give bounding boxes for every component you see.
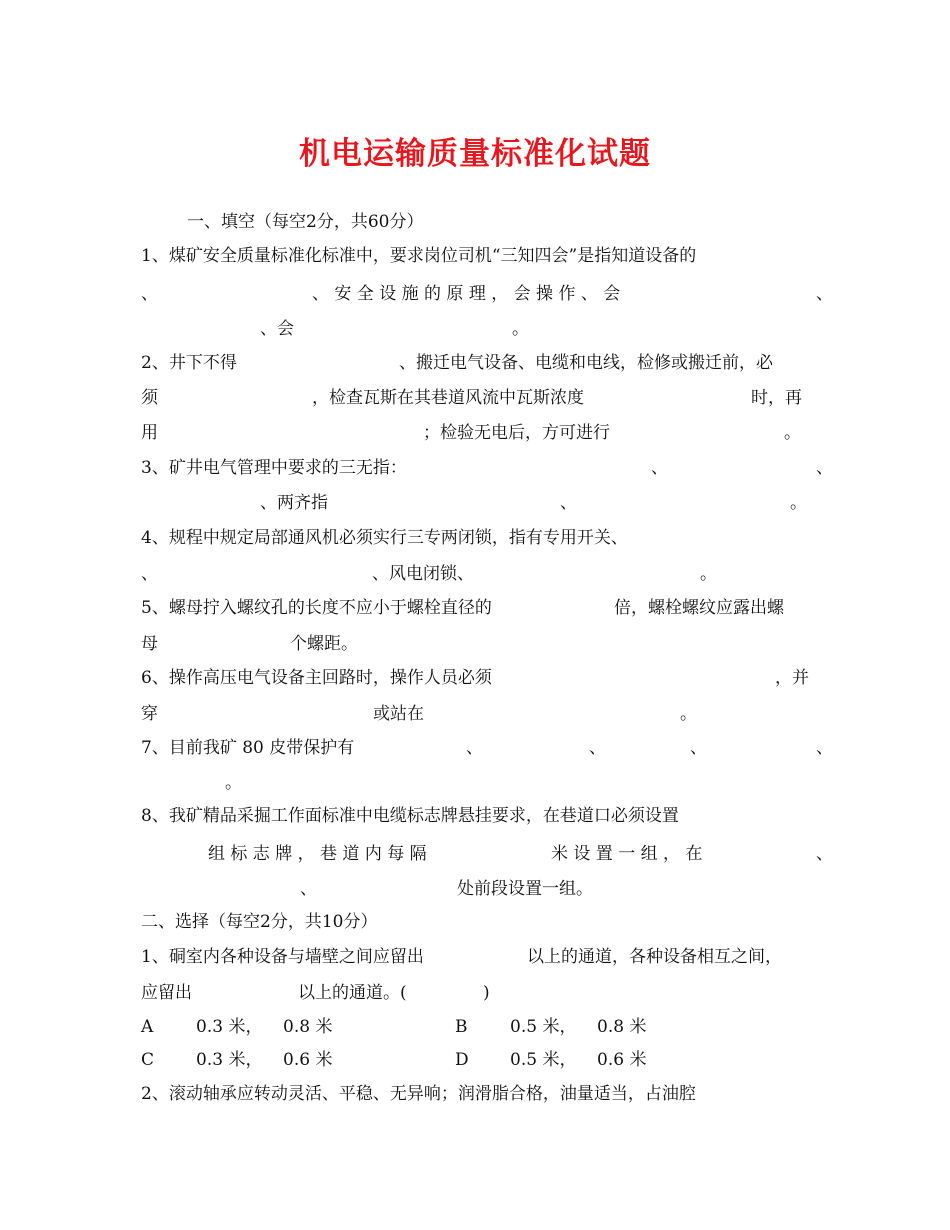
question-line: 、搬迁电气设备、电缆和电线，检修或搬迁前，必	[399, 353, 773, 373]
question-line: 组 标 志 牌 ， 巷 道 内 每 隔	[208, 844, 427, 864]
option-letter: A	[141, 1017, 154, 1037]
question-line: 、	[816, 844, 833, 864]
question-line: 8、我矿精品采掘工作面标准中电缆标志牌悬挂要求，在巷道口必须设置	[141, 806, 679, 826]
question-line: 、风电闭锁、	[372, 564, 474, 584]
question-line: 。	[700, 564, 717, 584]
option-letter: C	[141, 1050, 155, 1070]
section-heading: 一、填空（每空2分，共60分）	[187, 212, 424, 232]
question-line: 。	[225, 773, 242, 793]
option-value: 0.3 米，	[196, 1050, 263, 1070]
question-line: 、	[589, 738, 606, 758]
question-line: 2、滚动轴承应转动灵活、平稳、无异响；润滑脂合格，油量适当，占油腔	[141, 1084, 696, 1104]
question-line: 5、螺母拧入螺纹孔的长度不应小于螺栓直径的	[141, 598, 492, 618]
question-line: 母	[141, 634, 158, 654]
option-value: 0.8 米	[597, 1017, 647, 1037]
option-letter: D	[455, 1050, 469, 1070]
option-value: 0.5 米，	[510, 1017, 577, 1037]
question-line: 、会	[260, 319, 294, 339]
question-line: ；检验无电后，方可进行	[423, 423, 610, 443]
question-line: 、	[141, 284, 158, 304]
question-line: 7、目前我矿 80 皮带保护有	[141, 738, 355, 758]
question-line: 、	[300, 879, 317, 899]
question-line: 、	[816, 458, 833, 478]
question-line: 以上的通道。(	[298, 983, 407, 1003]
question-line: 个螺距。	[290, 634, 358, 654]
question-line: 、 安 全 设 施 的 原 理 ， 会 操 作 、 会	[312, 284, 621, 304]
question-line: 。	[512, 319, 529, 339]
question-line: 应留出	[141, 983, 192, 1003]
question-line: 3、矿井电气管理中要求的三无指：	[141, 458, 407, 478]
question-line: 、	[651, 458, 668, 478]
question-line: 、	[816, 284, 833, 304]
question-line: 。	[784, 423, 801, 443]
question-line: ，并	[775, 668, 809, 688]
option-value: 0.6 米	[283, 1050, 333, 1070]
option-value: 0.5 米，	[510, 1050, 577, 1070]
question-line: 、	[816, 738, 833, 758]
question-line: 6、操作高压电气设备主回路时，操作人员必须	[141, 668, 492, 688]
question-line: 4、规程中规定局部通风机必须实行三专两闭锁，指有专用开关、	[141, 528, 628, 548]
question-line: 时，再	[751, 388, 802, 408]
question-line: 、	[690, 738, 707, 758]
document-title: 机电运输质量标准化试题	[299, 136, 651, 172]
question-line: 用	[141, 423, 158, 443]
question-line: 穿	[141, 704, 158, 724]
option-value: 0.6 米	[597, 1050, 647, 1070]
option-value: 0.8 米	[283, 1017, 333, 1037]
question-line: 须	[141, 388, 158, 408]
option-value: 0.3 米，	[196, 1017, 263, 1037]
question-line: 1、硐室内各种设备与墙壁之间应留出	[141, 947, 424, 967]
question-line: 1、煤矿安全质量标准化标准中，要求岗位司机“三知四会”是指知道设备的	[141, 246, 697, 266]
question-line: 、	[466, 738, 483, 758]
question-line: 或站在	[373, 704, 424, 724]
question-line: 。	[790, 493, 807, 513]
question-line: 、	[141, 564, 158, 584]
question-line: 2、井下不得	[141, 353, 237, 373]
question-line: 米 设 置 一 组 ， 在	[551, 844, 703, 864]
question-line: 倍，螺栓螺纹应露出螺	[614, 598, 784, 618]
question-line: ，检查瓦斯在其巷道风流中瓦斯浓度	[312, 388, 584, 408]
section-heading: 二、选择（每空2分，共10分）	[141, 912, 378, 932]
question-line: )	[483, 983, 490, 1003]
question-line: 以上的通道，各种设备相互之间，	[527, 947, 782, 967]
question-line: 。	[680, 704, 697, 724]
option-letter: B	[455, 1017, 468, 1037]
question-line: 、两齐指	[260, 493, 328, 513]
question-line: 处前段设置一组。	[457, 879, 593, 899]
question-line: 、	[560, 493, 577, 513]
